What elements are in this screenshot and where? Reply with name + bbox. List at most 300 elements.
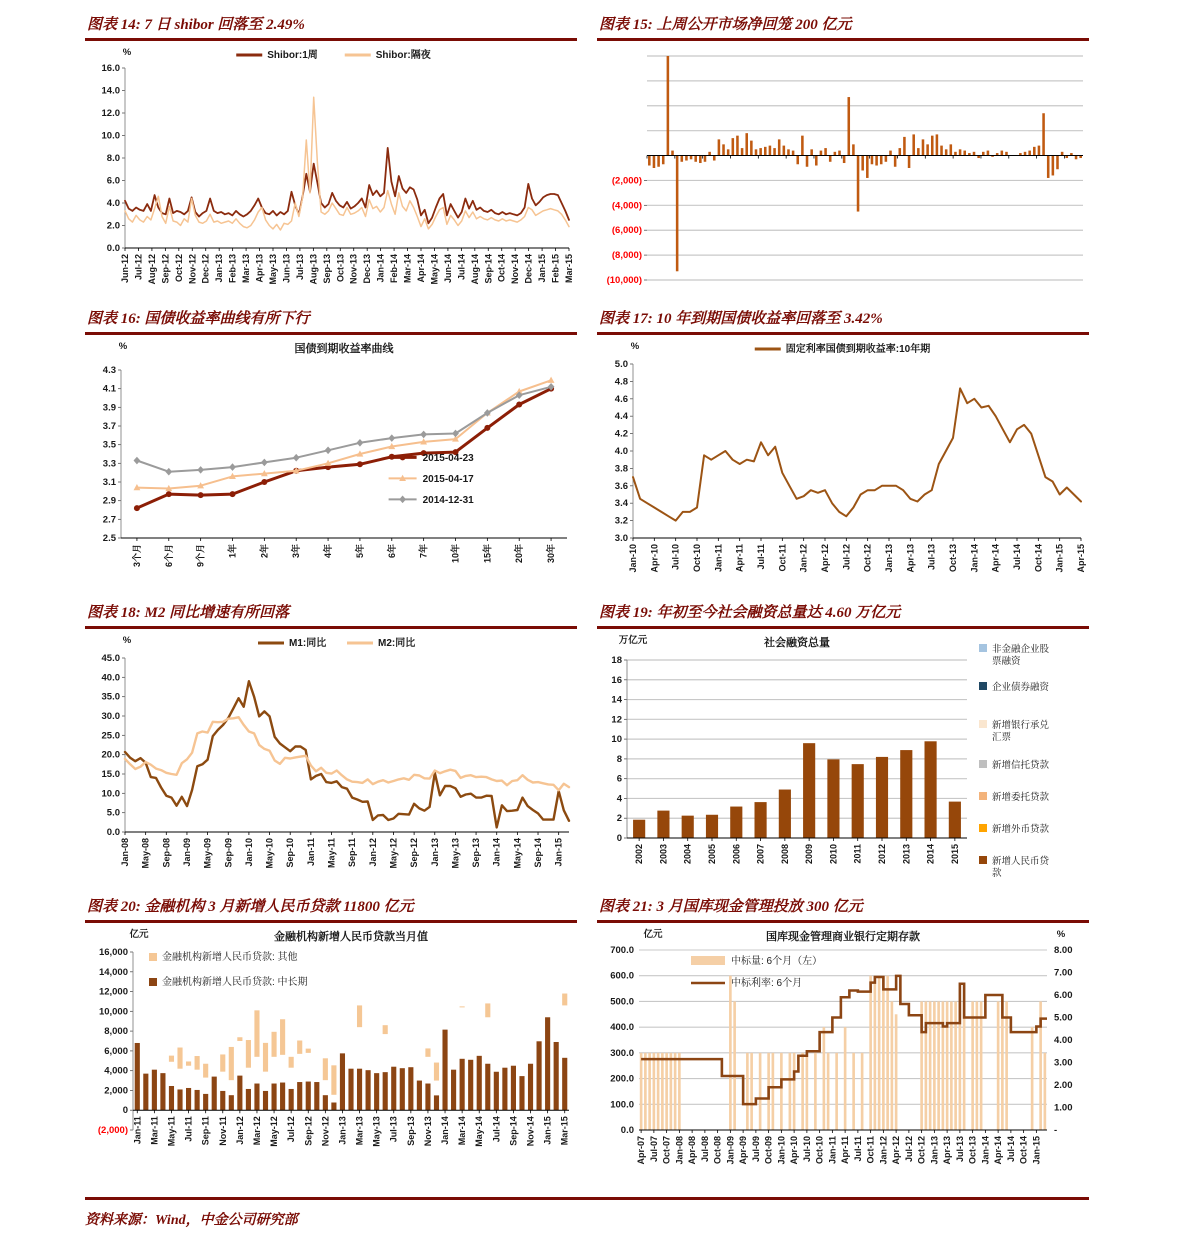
- svg-text:Oct-13: Oct-13: [967, 1136, 978, 1165]
- figure-21-panel: [597, 898, 1089, 1178]
- svg-text:4: 4: [616, 793, 622, 805]
- svg-text:Jan-14: Jan-14: [969, 544, 980, 573]
- svg-text:10: 10: [611, 734, 622, 746]
- svg-text:600.0: 600.0: [610, 970, 634, 982]
- svg-text:Jul-13: Jul-13: [954, 1136, 965, 1163]
- svg-text:2: 2: [616, 813, 622, 825]
- svg-text:2004: 2004: [682, 844, 693, 865]
- svg-text:5年: 5年: [354, 544, 365, 559]
- svg-text:Oct-11: Oct-11: [777, 544, 788, 572]
- svg-text:票融资: 票融资: [992, 656, 1021, 667]
- svg-text:Sep-13: Sep-13: [471, 838, 482, 868]
- svg-text:Jul-11: Jul-11: [852, 1136, 863, 1162]
- svg-text:3.5: 3.5: [102, 439, 116, 451]
- svg-text:Jan-13: Jan-13: [884, 544, 894, 573]
- svg-text:12.0: 12.0: [101, 108, 120, 119]
- svg-text:May-11: May-11: [326, 838, 337, 869]
- svg-text:Jul-13: Jul-13: [294, 254, 305, 281]
- svg-text:新增银行承兑: 新增银行承兑: [992, 720, 1050, 731]
- figure-16-panel: [85, 310, 577, 590]
- svg-text:%: %: [1056, 929, 1066, 940]
- figure-grid: [85, 16, 1089, 1178]
- svg-text:4.8: 4.8: [614, 376, 628, 388]
- svg-text:新增委托贷款: 新增委托贷款: [992, 792, 1050, 803]
- svg-text:35.0: 35.0: [101, 691, 120, 703]
- svg-text:Mar-14: Mar-14: [457, 1116, 468, 1146]
- svg-text:金融机构新增人民币贷款当月值: 金融机构新增人民币贷款当月值: [274, 931, 428, 943]
- svg-text:2010: 2010: [828, 844, 839, 865]
- svg-text:3.00: 3.00: [1054, 1057, 1073, 1069]
- svg-text:4,000: 4,000: [104, 1065, 128, 1077]
- svg-text:Shibor:1周: Shibor:1周: [267, 50, 318, 61]
- svg-text:Apr-11: Apr-11: [840, 1136, 851, 1165]
- svg-text:Sep-09: Sep-09: [223, 838, 234, 868]
- figure-18-panel: [85, 604, 577, 884]
- svg-text:新增信托贷款: 新增信托贷款: [992, 760, 1050, 771]
- svg-text:Jan-14: Jan-14: [375, 254, 386, 283]
- svg-text:14.0: 14.0: [101, 85, 120, 97]
- svg-text:16.0: 16.0: [101, 63, 120, 74]
- svg-text:12: 12: [611, 714, 622, 726]
- svg-text:Jan-15: Jan-15: [537, 254, 548, 283]
- svg-text:Jan-12: Jan-12: [878, 1136, 889, 1165]
- svg-text:%: %: [122, 635, 132, 646]
- svg-text:(4,000): (4,000): [611, 200, 642, 212]
- svg-text:2003: 2003: [658, 844, 669, 865]
- svg-text:Feb-15: Feb-15: [550, 254, 561, 284]
- svg-text:0: 0: [616, 833, 622, 844]
- svg-text:Apr-10: Apr-10: [649, 544, 660, 573]
- svg-text:Sep-13: Sep-13: [321, 254, 332, 284]
- svg-text:Oct-09: Oct-09: [763, 1136, 774, 1165]
- svg-text:25.0: 25.0: [101, 730, 120, 742]
- svg-text:9个月: 9个月: [195, 544, 206, 568]
- svg-text:3.1: 3.1: [102, 477, 116, 488]
- figure-19-chart: [597, 632, 1089, 884]
- svg-text:6: 6: [616, 773, 622, 785]
- svg-text:1.00: 1.00: [1054, 1102, 1073, 1114]
- svg-text:Jul-10: Jul-10: [670, 544, 681, 571]
- svg-text:2006: 2006: [731, 844, 742, 865]
- svg-text:Jul-12: Jul-12: [841, 544, 852, 571]
- svg-text:Apr-14: Apr-14: [416, 254, 426, 283]
- svg-text:3.7: 3.7: [102, 421, 116, 432]
- svg-text:2年: 2年: [259, 544, 270, 559]
- svg-text:3.2: 3.2: [614, 515, 628, 527]
- svg-text:Apr-10: Apr-10: [789, 1136, 800, 1165]
- svg-text:固定利率国债到期收益率:10年期: 固定利率国债到期收益率:10年期: [785, 344, 931, 355]
- svg-text:Shibor:隔夜: Shibor:隔夜: [375, 50, 431, 61]
- svg-text:10年: 10年: [450, 544, 461, 564]
- svg-text:Jul-12: Jul-12: [903, 1136, 914, 1163]
- svg-text:May-14: May-14: [474, 1116, 485, 1147]
- svg-text:3.9: 3.9: [102, 402, 116, 414]
- svg-text:Oct-13: Oct-13: [335, 254, 346, 283]
- svg-text:2013: 2013: [901, 844, 912, 865]
- svg-text:Jan-14: Jan-14: [491, 838, 502, 867]
- svg-text:2012: 2012: [877, 844, 887, 865]
- svg-text:40.0: 40.0: [101, 672, 120, 684]
- svg-text:5.0: 5.0: [106, 807, 120, 819]
- figure-17-title: 图表 17: 10 年到期国债收益率回落至 3.42%: [597, 310, 1089, 335]
- svg-text:Jul-14: Jul-14: [456, 254, 467, 281]
- svg-text:10.0: 10.0: [101, 788, 120, 800]
- svg-text:Jan-10: Jan-10: [628, 544, 638, 573]
- svg-text:汇票: 汇票: [992, 732, 1012, 743]
- svg-text:Jan-11: Jan-11: [713, 544, 724, 573]
- svg-text:Nov-14: Nov-14: [510, 254, 521, 285]
- svg-text:May-12: May-12: [269, 1116, 280, 1147]
- svg-text:Jul-09: Jul-09: [750, 1136, 761, 1163]
- svg-text:Mar-15: Mar-15: [559, 1116, 570, 1146]
- svg-text:Jan-15: Jan-15: [1031, 1136, 1042, 1165]
- svg-text:Jan-11: Jan-11: [132, 1116, 143, 1145]
- svg-text:Jul-13: Jul-13: [388, 1116, 399, 1143]
- figure-19-title: 图表 19: 年初至今社会融资总量达 4.60 万亿元: [597, 604, 1089, 629]
- svg-text:亿元: 亿元: [643, 929, 663, 940]
- svg-text:Jan-12: Jan-12: [234, 1116, 245, 1145]
- figure-20-panel: [85, 898, 577, 1178]
- svg-text:Aug-14: Aug-14: [469, 254, 480, 285]
- svg-text:Dec-12: Dec-12: [200, 254, 211, 284]
- svg-text:7.00: 7.00: [1054, 967, 1073, 979]
- svg-text:Apr-09: Apr-09: [738, 1136, 749, 1165]
- svg-text:Jul-08: Jul-08: [699, 1136, 710, 1163]
- svg-text:45.0: 45.0: [101, 653, 120, 664]
- svg-text:Jan-13: Jan-13: [214, 254, 225, 283]
- svg-text:Apr-13: Apr-13: [905, 544, 916, 573]
- svg-text:Jan-09: Jan-09: [181, 838, 192, 867]
- svg-text:%: %: [122, 47, 132, 58]
- svg-text:(10,000): (10,000): [606, 275, 642, 286]
- figure-21-title: 图表 21: 3 月国库现金管理投放 300 亿元: [597, 898, 1089, 923]
- svg-text:May-14: May-14: [429, 254, 440, 285]
- svg-text:Mar-13: Mar-13: [354, 1116, 365, 1146]
- figure-15-panel: [597, 16, 1089, 296]
- svg-text:金融机构新增人民币贷款: 中长期: 金融机构新增人民币贷款: 中长期: [162, 977, 308, 988]
- svg-text:亿元: 亿元: [129, 929, 149, 940]
- svg-text:Oct-14: Oct-14: [1033, 544, 1044, 573]
- svg-text:4.6: 4.6: [614, 393, 628, 405]
- svg-text:2008: 2008: [779, 844, 790, 865]
- svg-text:Jul-14: Jul-14: [491, 1116, 502, 1143]
- svg-text:200.0: 200.0: [610, 1073, 634, 1085]
- svg-text:4.0: 4.0: [106, 198, 120, 209]
- svg-text:Sep-14: Sep-14: [483, 254, 494, 284]
- svg-text:Nov-12: Nov-12: [187, 254, 198, 285]
- svg-text:10.0: 10.0: [101, 130, 120, 142]
- svg-text:款: 款: [992, 868, 1002, 879]
- svg-text:Apr-08: Apr-08: [687, 1136, 698, 1165]
- svg-text:4年: 4年: [323, 544, 334, 559]
- svg-text:3个月: 3个月: [131, 544, 142, 568]
- svg-text:Apr-11: Apr-11: [734, 544, 745, 573]
- svg-text:15.0: 15.0: [101, 769, 120, 780]
- svg-text:国库现金管理商业银行定期存款: 国库现金管理商业银行定期存款: [766, 931, 920, 943]
- svg-text:2,000: 2,000: [104, 1085, 128, 1097]
- svg-text:3年: 3年: [291, 544, 302, 559]
- svg-text:万亿元: 万亿元: [618, 635, 648, 646]
- svg-text:May-13: May-13: [371, 1116, 382, 1147]
- svg-text:Oct-08: Oct-08: [712, 1136, 723, 1165]
- svg-text:30年: 30年: [546, 544, 557, 564]
- svg-text:Jul-11: Jul-11: [183, 1116, 194, 1142]
- svg-text:8: 8: [616, 753, 622, 765]
- svg-text:3.3: 3.3: [102, 458, 116, 470]
- svg-text:0.0: 0.0: [106, 827, 120, 838]
- svg-text:3.4: 3.4: [614, 498, 628, 510]
- svg-text:2.5: 2.5: [102, 533, 116, 544]
- svg-text:(8,000): (8,000): [611, 250, 642, 262]
- svg-text:Jan-14: Jan-14: [440, 1116, 451, 1145]
- svg-text:Oct-10: Oct-10: [692, 544, 702, 573]
- svg-text:Jan-12: Jan-12: [367, 838, 378, 867]
- svg-text:7年: 7年: [418, 544, 429, 559]
- svg-text:15年: 15年: [482, 544, 493, 564]
- svg-text:Feb-13: Feb-13: [227, 254, 238, 284]
- svg-text:Jul-13: Jul-13: [926, 544, 937, 571]
- svg-text:Oct-11: Oct-11: [865, 1136, 876, 1164]
- svg-text:Sep-12: Sep-12: [160, 254, 171, 284]
- svg-text:Jul-07: Jul-07: [648, 1136, 659, 1163]
- figure-16-title: 图表 16: 国债收益率曲线有所下行: [85, 310, 577, 335]
- svg-text:May-13: May-13: [268, 254, 278, 285]
- svg-text:0: 0: [122, 1105, 128, 1117]
- svg-text:Jan-15: Jan-15: [553, 838, 564, 867]
- svg-text:2.00: 2.00: [1054, 1080, 1073, 1091]
- svg-text:4.4: 4.4: [614, 411, 628, 423]
- svg-text:May-09: May-09: [202, 838, 213, 869]
- svg-text:Nov-12: Nov-12: [320, 1116, 331, 1147]
- svg-text:Oct-12: Oct-12: [916, 1136, 927, 1165]
- svg-text:5.0: 5.0: [614, 359, 628, 370]
- svg-text:2.7: 2.7: [102, 514, 116, 526]
- svg-text:Oct-10: Oct-10: [814, 1136, 825, 1165]
- svg-text:Jul-11: Jul-11: [756, 544, 766, 570]
- svg-text:Feb-14: Feb-14: [389, 254, 400, 284]
- svg-text:8.00: 8.00: [1054, 945, 1073, 956]
- svg-text:Jan-14: Jan-14: [980, 1136, 991, 1165]
- svg-text:企业债券融资: 企业债券融资: [992, 682, 1050, 693]
- svg-text:2014: 2014: [925, 844, 936, 865]
- svg-text:Dec-13: Dec-13: [362, 254, 373, 284]
- figure-14-panel: [85, 16, 577, 296]
- svg-text:Jan-12: Jan-12: [798, 544, 809, 573]
- svg-text:10,000: 10,000: [98, 1006, 128, 1018]
- figure-15-chart: [597, 44, 1089, 296]
- svg-text:Dec-14: Dec-14: [523, 254, 534, 284]
- svg-text:Mar-12: Mar-12: [251, 1116, 262, 1146]
- svg-text:Jul-10: Jul-10: [801, 1136, 812, 1163]
- svg-text:Sep-12: Sep-12: [303, 1116, 314, 1146]
- svg-text:2007: 2007: [755, 844, 766, 865]
- svg-text:Jul-12: Jul-12: [286, 1116, 297, 1143]
- figure-18-title: 图表 18: M2 同比增速有所回落: [85, 604, 577, 629]
- svg-text:Jul-14: Jul-14: [1012, 544, 1022, 571]
- svg-text:Jan-10: Jan-10: [776, 1136, 787, 1165]
- svg-text:Oct-12: Oct-12: [862, 544, 873, 573]
- svg-text:Oct-13: Oct-13: [948, 544, 958, 573]
- svg-text:Jan-11: Jan-11: [305, 838, 316, 867]
- svg-text:2014-12-31: 2014-12-31: [422, 494, 474, 506]
- svg-text:Apr-12: Apr-12: [820, 544, 830, 573]
- svg-text:社会融资总量: 社会融资总量: [764, 637, 830, 649]
- svg-text:100.0: 100.0: [610, 1099, 634, 1111]
- svg-text:Jan-08: Jan-08: [674, 1136, 685, 1165]
- svg-text:Jan-13: Jan-13: [337, 1116, 348, 1145]
- svg-text:Sep-12: Sep-12: [409, 838, 420, 868]
- svg-text:6.0: 6.0: [106, 175, 120, 187]
- svg-text:Jun-14: Jun-14: [442, 254, 453, 284]
- svg-text:Nov-11: Nov-11: [217, 1116, 228, 1146]
- figure-21-chart: [597, 926, 1089, 1178]
- svg-text:中标量: 6个月（左）: 中标量: 6个月（左）: [731, 956, 823, 967]
- svg-text:4.2: 4.2: [614, 428, 628, 440]
- svg-text:%: %: [118, 341, 128, 352]
- svg-text:20年: 20年: [514, 544, 525, 564]
- svg-text:Sep-10: Sep-10: [285, 838, 296, 868]
- figure-16-chart: [85, 338, 577, 590]
- figure-17-panel: [597, 310, 1089, 590]
- svg-text:0.0: 0.0: [106, 243, 120, 254]
- figure-20-title: 图表 20: 金融机构 3 月新增人民币贷款 11800 亿元: [85, 898, 577, 923]
- svg-text:20.0: 20.0: [101, 749, 120, 761]
- svg-text:12,000: 12,000: [98, 986, 128, 998]
- svg-text:500.0: 500.0: [610, 996, 634, 1008]
- svg-text:300.0: 300.0: [610, 1047, 634, 1059]
- svg-text:16,000: 16,000: [98, 947, 128, 958]
- svg-text:Oct-14: Oct-14: [1018, 1136, 1029, 1165]
- svg-text:Jan-08: Jan-08: [120, 838, 130, 867]
- svg-text:Sep-11: Sep-11: [347, 838, 358, 868]
- svg-text:4.1: 4.1: [102, 383, 116, 395]
- svg-text:Oct-14: Oct-14: [496, 254, 507, 283]
- figure-14-chart: [85, 44, 577, 296]
- svg-text:Jun-12: Jun-12: [120, 254, 130, 284]
- svg-text:Jan-10: Jan-10: [243, 838, 254, 867]
- svg-text:4.0: 4.0: [614, 446, 628, 457]
- svg-text:Mar-13: Mar-13: [241, 254, 252, 284]
- svg-text:Mar-14: Mar-14: [402, 254, 413, 284]
- svg-text:May-14: May-14: [512, 838, 523, 869]
- svg-text:Jan-11: Jan-11: [827, 1136, 838, 1165]
- svg-text:Oct-07: Oct-07: [661, 1136, 672, 1165]
- svg-text:Aug-13: Aug-13: [308, 254, 319, 285]
- svg-text:Jan-13: Jan-13: [429, 838, 440, 867]
- figure-19-panel: [597, 604, 1089, 884]
- svg-text:4.00: 4.00: [1054, 1035, 1073, 1046]
- figure-20-chart: [85, 926, 577, 1178]
- svg-text:Mar-11: Mar-11: [149, 1116, 160, 1145]
- svg-text:Apr-07: Apr-07: [636, 1136, 647, 1165]
- svg-text:Nov-14: Nov-14: [525, 1116, 536, 1147]
- svg-text:16: 16: [611, 674, 622, 686]
- svg-text:新增人民币贷: 新增人民币贷: [992, 856, 1050, 867]
- svg-text:新增外币贷款: 新增外币贷款: [992, 824, 1050, 835]
- svg-text:非金融企业股: 非金融企业股: [992, 644, 1050, 655]
- svg-text:3.0: 3.0: [614, 533, 628, 544]
- svg-text:中标利率: 6个月: 中标利率: 6个月: [731, 978, 803, 989]
- svg-text:Apr-12: Apr-12: [891, 1136, 902, 1165]
- svg-text:2002: 2002: [634, 844, 645, 865]
- svg-text:3.8: 3.8: [614, 463, 628, 475]
- svg-text:国债到期收益率曲线: 国债到期收益率曲线: [294, 343, 394, 355]
- svg-text:(2,000): (2,000): [97, 1125, 128, 1136]
- figure-18-chart: [85, 632, 577, 884]
- svg-text:30.0: 30.0: [101, 711, 120, 722]
- svg-text:Jan-13: Jan-13: [929, 1136, 940, 1165]
- svg-text:Sep-14: Sep-14: [508, 1116, 519, 1146]
- svg-text:2015: 2015: [949, 844, 960, 865]
- svg-text:金融机构新增人民币贷款: 其他: 金融机构新增人民币贷款: 其他: [162, 952, 298, 963]
- figure-17-chart: [597, 338, 1089, 590]
- svg-text:18: 18: [611, 655, 622, 666]
- svg-text:Nov-13: Nov-13: [422, 1116, 433, 1147]
- svg-text:2005: 2005: [707, 844, 717, 865]
- svg-text:May-10: May-10: [264, 838, 275, 869]
- svg-text:Jan-15: Jan-15: [1054, 544, 1065, 573]
- svg-text:May-13: May-13: [450, 838, 461, 869]
- svg-text:8.0: 8.0: [106, 153, 120, 164]
- svg-text:2009: 2009: [804, 844, 815, 865]
- svg-text:2.9: 2.9: [102, 495, 116, 507]
- svg-text:May-11: May-11: [166, 1116, 177, 1147]
- svg-text:Jul-14: Jul-14: [1005, 1136, 1016, 1163]
- svg-text:Jul-12: Jul-12: [133, 254, 144, 281]
- svg-text:1年: 1年: [227, 544, 238, 559]
- figure-15-title: 图表 15: 上周公开市场净回笼 200 亿元: [597, 16, 1089, 41]
- svg-text:Jan-15: Jan-15: [542, 1116, 553, 1145]
- svg-text:14,000: 14,000: [98, 966, 128, 978]
- svg-text:8,000: 8,000: [104, 1026, 128, 1038]
- svg-text:6年: 6年: [386, 544, 397, 559]
- svg-text:2.0: 2.0: [106, 220, 120, 232]
- source-note: 资料来源：Wind，中金公司研究部: [85, 1197, 1089, 1229]
- svg-text:Apr-13: Apr-13: [254, 254, 265, 283]
- svg-text:Nov-13: Nov-13: [348, 254, 359, 285]
- svg-text:Jun-13: Jun-13: [281, 254, 292, 284]
- svg-text:Sep-11: Sep-11: [200, 1116, 211, 1146]
- svg-text:Apr-15: Apr-15: [1076, 544, 1086, 573]
- svg-text:Apr-14: Apr-14: [990, 544, 1001, 573]
- svg-text:2015-04-23: 2015-04-23: [422, 452, 474, 464]
- svg-text:3.6: 3.6: [614, 480, 628, 492]
- svg-text:Sep-13: Sep-13: [405, 1116, 416, 1146]
- svg-text:May-08: May-08: [140, 838, 151, 869]
- svg-text:700.0: 700.0: [610, 945, 634, 956]
- svg-text:Sep-14: Sep-14: [533, 838, 544, 868]
- svg-text:6,000: 6,000: [104, 1045, 128, 1057]
- svg-text:Apr-14: Apr-14: [993, 1136, 1004, 1165]
- svg-text:5.00: 5.00: [1054, 1012, 1073, 1024]
- svg-text:2015-04-17: 2015-04-17: [422, 473, 474, 485]
- svg-text:M2:同比: M2:同比: [378, 638, 416, 649]
- svg-text:2011: 2011: [852, 844, 863, 864]
- svg-text:6个月: 6个月: [163, 544, 174, 568]
- svg-text:14: 14: [611, 694, 622, 706]
- svg-text:-: -: [1054, 1125, 1058, 1136]
- svg-text:(6,000): (6,000): [611, 225, 642, 237]
- svg-text:%: %: [630, 341, 640, 352]
- svg-text:6.00: 6.00: [1054, 990, 1073, 1001]
- svg-text:400.0: 400.0: [610, 1022, 634, 1034]
- figure-14-title: 图表 14: 7 日 shibor 回落至 2.49%: [85, 16, 577, 41]
- svg-text:Apr-13: Apr-13: [942, 1136, 953, 1165]
- svg-text:4.3: 4.3: [102, 365, 116, 376]
- svg-text:Mar-15: Mar-15: [564, 254, 574, 284]
- svg-text:M1:同比: M1:同比: [289, 638, 327, 649]
- svg-text:Sep-08: Sep-08: [161, 838, 172, 868]
